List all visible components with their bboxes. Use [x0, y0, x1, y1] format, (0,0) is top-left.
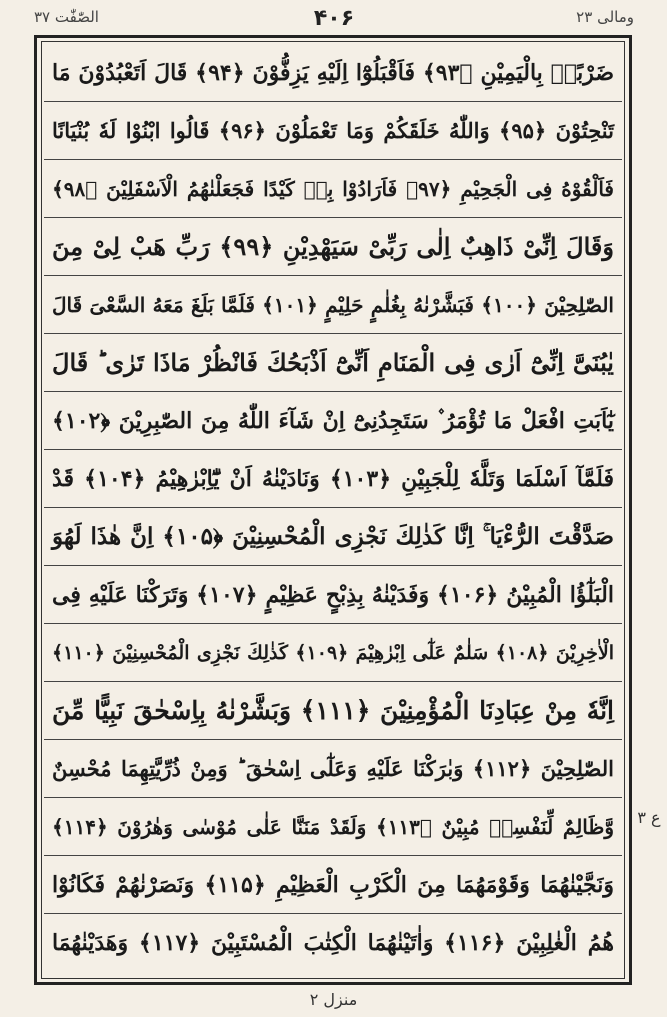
text-line: الصّٰلِحِيْنَ ﴿۱۱۲﴾ وَبٰرَكْنَا عَلَيْهِ وَعَلٰٓى اِسْحٰقَ ؕ وَمِنْ ذُرِّيَّتِهِمَا مُحْسِنٌ: [44, 740, 622, 798]
text-line: فَلَمَّآ اَسْلَمَا وَتَلَّهٗ لِلْجَبِيْنِ ﴿۱۰۳﴾ وَنَادَيْنٰهُ اَنْ يّٰٓاِبْرٰهِيْمُ ﴿۱۰۴﴾ قَدْ: [44, 450, 622, 508]
text-line: الْاٰخِرِيْنَ ﴿۱۰۸﴾ سَلٰمٌ عَلٰٓى اِبْرٰهِيْمَ ﴿۱۰۹﴾ كَذٰلِكَ نَجْزِى الْمُحْسِنِيْنَ ﴿۱۱۰﴾: [44, 624, 622, 682]
text-line: ضَرْبًاۢ بِالْيَمِيْنِ ﴿۹۳﴾ فَاَقْبَلُوْٓا اِلَيْهِ يَزِفُّوْنَ ﴿۹۴﴾ قَالَ اَتَعْبُدُوْنَ مَا: [44, 44, 622, 102]
text-line: تَنْحِتُوْنَ ﴿۹۵﴾ وَاللّٰهُ خَلَقَكُمْ وَمَا تَعْمَلُوْنَ ﴿۹۶﴾ قَالُوا ابْنُوْا لَهٗ بُنْيَانًا: [44, 102, 622, 160]
para-name: ومالی ۲۳: [576, 8, 634, 26]
ruku-marker: ع ۳: [637, 808, 661, 827]
text-line: اِنَّهٗ مِنْ عِبَادِنَا الْمُؤْمِنِيْنَ ﴿۱۱۱﴾ وَبَشَّرْنٰهُ بِاِسْحٰقَ نَبِيًّا مِّنَ: [44, 682, 622, 740]
text-line: وَنَجَّيْنٰهُمَا وَقَوْمَهُمَا مِنَ الْكَرْبِ الْعَظِيْمِ ﴿۱۱۵﴾ وَنَصَرْنٰهُمْ فَكَانُوْا: [44, 856, 622, 914]
page-header: [34, 6, 634, 32]
text-line: صَدَّقْتَ الرُّءْيَا ۚ اِنَّا كَذٰلِكَ نَجْزِى الْمُحْسِنِيْنَ ﴿۱۰۵﴾ اِنَّ هٰذَا لَهُوَ: [44, 508, 622, 566]
text-line: هُمُ الْغٰلِبِيْنَ ﴿۱۱۶﴾ وَاٰتَيْنٰهُمَا الْكِتٰبَ الْمُسْتَبِيْنَ ﴿۱۱۷﴾ وَهَدَيْنٰهُمَا: [52, 930, 614, 956]
text-line: الصّٰلِحِيْنَ ﴿۱۰۰﴾ فَبَشَّرْنٰهُ بِغُلٰمٍ حَلِيْمٍ ﴿۱۰۱﴾ فَلَمَّا بَلَغَ مَعَهُ السَّعْىَ قَالَ: [44, 276, 622, 334]
surah-name: الصّٰفّٰت ۳۷: [34, 8, 99, 26]
text-line: وَقَالَ اِنِّىْ ذَاهِبٌ اِلٰى رَبِّىْ سَيَهْدِيْنِ ﴿۹۹﴾ رَبِّ هَبْ لِىْ مِنَ: [44, 218, 622, 276]
manzil-footer: منزل ۲: [309, 990, 358, 1009]
page-number: ۴۰۶: [313, 6, 355, 31]
text-line: يٰبُنَىَّ اِنِّىْٓ اَرٰى فِى الْمَنَامِ اَنِّىْٓ اَذْبَحُكَ فَانْظُرْ مَاذَا تَرٰى ؕ قَالَ: [44, 334, 622, 392]
verse-text-block: [44, 44, 622, 976]
text-line: يٰٓاَبَتِ افْعَلْ مَا تُؤْمَرُ ۫ سَتَجِدُنِىْٓ اِنْ شَآءَ اللّٰهُ مِنَ الصّٰبِرِيْنَ ﴿۱۰۲﴾: [44, 392, 622, 450]
text-line: الْبَلٰٓؤُا الْمُبِيْنُ ﴿۱۰۶﴾ وَفَدَيْنٰهُ بِذِبْحٍ عَظِيْمٍ ﴿۱۰۷﴾ وَتَرَكْنَا عَلَيْهِ فِى: [44, 566, 622, 624]
text-line: فَاَلْقُوْهُ فِى الْجَحِيْمِ ﴿۹۷﴾ فَاَرَادُوْا بِهٖ كَيْدًا فَجَعَلْنٰهُمُ الْاَسْفَلِيْنَ ﴿۹۸﴾: [44, 160, 622, 218]
text-line: وَّظَالِمٌ لِّنَفْسِهٖ مُبِيْنٌ ﴿۱۱۳﴾ وَلَقَدْ مَنَنَّا عَلٰى مُوْسٰى وَهٰرُوْنَ ﴿۱۱۴﴾: [44, 798, 622, 856]
